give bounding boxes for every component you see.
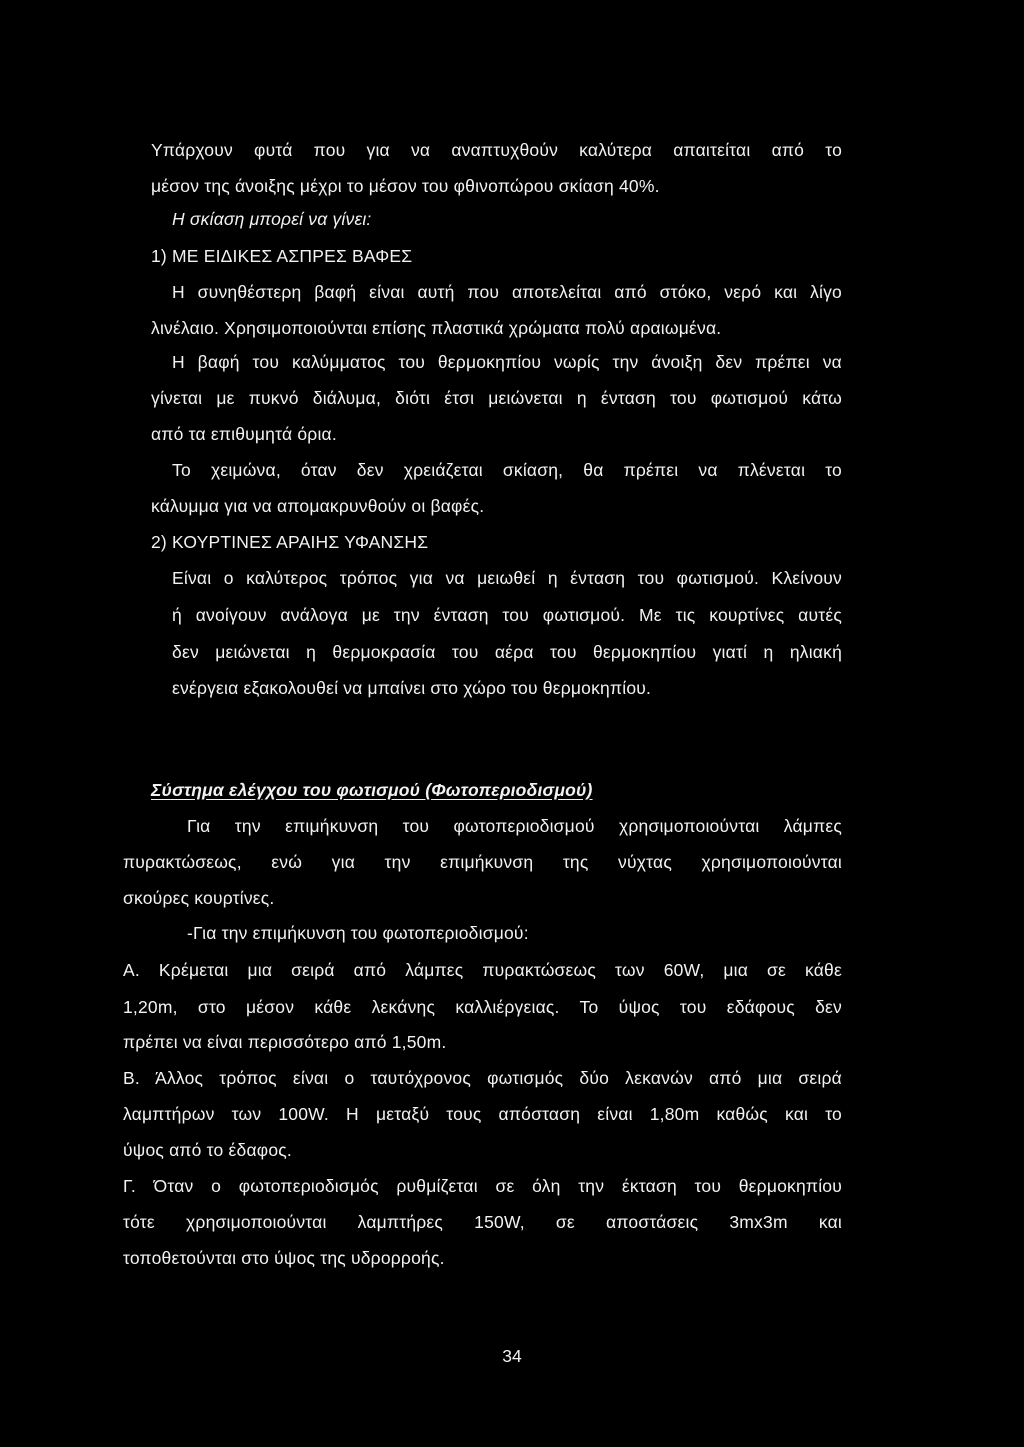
paragraph-line: πυρακτώσεως, ενώ για την επιμήκυνση της νύχτας χρησιμοποιούνται [123, 852, 842, 872]
section-heading-1: 1) ΜΕ ΕΙΔΙΚΕΣ ΑΣΠΡΕΣ ΒΑΦΕΣ [151, 246, 413, 266]
section-heading-2: 2) ΚΟΥΡΤΙΝΕΣ ΑΡΑΙΗΣ ΥΦΑΝΣΗΣ [151, 532, 429, 552]
paragraph-line: 1,20m, στο μέσον κάθε λεκάνης καλλιέργειας. Το ύψος του εδάφους δεν [123, 997, 842, 1017]
section-title: Σύστημα ελέγχου του φωτισμού (Φωτοπεριοδισμού) [151, 780, 593, 800]
paragraph-line: Η σκίαση μπορεί να γίνει: [172, 209, 372, 229]
paragraph-line: γίνεται με πυκνό διάλυμα, διότι έτσι μειώνεται η ένταση του φωτισμού κάτω [151, 388, 842, 408]
paragraph-line: Γ. Όταν ο φωτοπεριοδισμός ρυθμίζεται σε όλη την έκταση του θερμοκηπίου [123, 1176, 842, 1196]
paragraph-line: Η βαφή του καλύμματος του θερμοκηπίου νωρίς την άνοιξη δεν πρέπει να [172, 352, 842, 372]
paragraph-line: λινέλαιο. Χρησιμοποιούνται επίσης πλαστικά χρώματα πολύ αραιωμένα. [151, 318, 722, 338]
paragraph-line: Για την επιμήκυνση του φωτοπεριοδισμού χρησιμοποιούνται λάμπες [187, 816, 842, 836]
page-number: 34 [502, 1346, 522, 1366]
paragraph-line: ή ανοίγουν ανάλογα με την ένταση του φωτισμού. Με τις κουρτίνες αυτές [172, 605, 842, 625]
paragraph-line: πρέπει να είναι περισσότερο από 1,50m. [123, 1032, 447, 1052]
paragraph-line: μέσον της άνοιξης μέχρι το μέσον του φθινοπώρου σκίαση 40%. [151, 176, 660, 196]
paragraph-line: Η συνηθέστερη βαφή είναι αυτή που αποτελείται από στόκο, νερό και λίγο [172, 282, 842, 302]
paragraph-line: Είναι ο καλύτερος τρόπος για να μειωθεί η ένταση του φωτισμού. Κλείνουν [172, 568, 842, 588]
paragraph-line: δεν μειώνεται η θερμοκρασία του αέρα του θερμοκηπίου γιατί η ηλιακή [172, 642, 842, 662]
paragraph-line: Α. Κρέμεται μια σειρά από λάμπες πυρακτώσεως των 60W, μια σε κάθε [123, 960, 842, 980]
paragraph-line: ύψος από το έδαφος. [123, 1140, 292, 1160]
paragraph-line: από τα επιθυμητά όρια. [151, 424, 337, 444]
paragraph-line: λαμπτήρων των 100W. Η μεταξύ τους απόσταση είναι 1,80m καθώς και το [123, 1104, 842, 1124]
paragraph-line: ενέργεια εξακολουθεί να μπαίνει στο χώρο του θερμοκηπίου. [172, 678, 652, 698]
paragraph-line: -Για την επιμήκυνση του φωτοπεριοδισμού: [187, 923, 529, 943]
paragraph-line: Β. Άλλος τρόπος είναι ο ταυτόχρονος φωτισμός δύο λεκανών από μια σειρά [123, 1068, 842, 1088]
paragraph-line: τότε χρησιμοποιούνται λαμπτήρες 150W, σε αποστάσεις 3mx3m και [123, 1212, 842, 1232]
paragraph-line: Το χειμώνα, όταν δεν χρειάζεται σκίαση, θα πρέπει να πλένεται το [172, 460, 842, 480]
paragraph-line: τοποθετούνται στο ύψος της υδρορροής. [123, 1248, 445, 1268]
paragraph-line: Υπάρχουν φυτά που για να αναπτυχθούν καλύτερα απαιτείται από το [151, 140, 842, 160]
paragraph-line: σκούρες κουρτίνες. [123, 888, 275, 908]
paragraph-line: κάλυμμα για να απομακρυνθούν οι βαφές. [151, 496, 485, 516]
